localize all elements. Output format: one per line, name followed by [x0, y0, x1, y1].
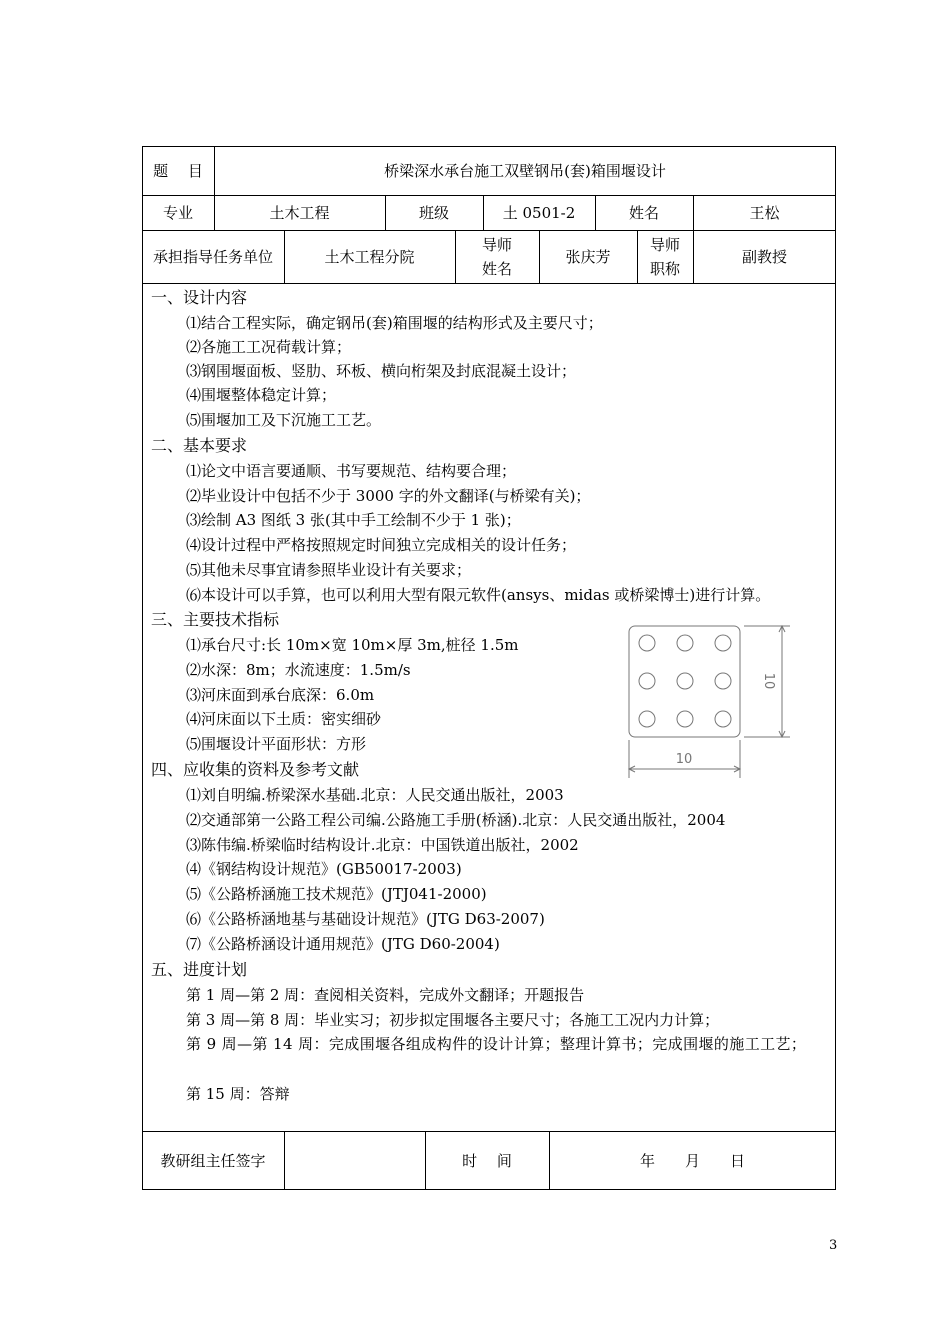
major-value: 土木工程	[269, 203, 330, 222]
section-heading-design-content: 一、设计内容	[151, 288, 248, 307]
pile-circle	[639, 635, 655, 651]
row-divider	[142, 283, 836, 284]
major-label: 专业	[162, 203, 193, 222]
pile-circle	[677, 711, 693, 727]
list-item: ⑶河床面到承台底深：6.0m	[186, 686, 375, 704]
class-label: 班级	[418, 203, 449, 222]
unit-label: 承担指导任务单位	[152, 247, 273, 266]
list-item: ⑸其他未尽事宜请参照毕业设计有关要求；	[186, 561, 472, 579]
list-item: ⑴刘自明编.桥梁深水基础.北京：人民交通出版社，2003	[186, 786, 564, 804]
name-label: 姓名	[628, 203, 659, 222]
list-item: ⑹本设计可以手算，也可以利用大型有限元软件(ansys、midas 或桥梁博士)进行计算。	[186, 586, 771, 604]
section-heading-basic-requirements: 二、基本要求	[151, 436, 248, 455]
list-item: ⑸围堰设计平面形状：方形	[186, 735, 367, 753]
pile-circle	[715, 711, 731, 727]
list-item: ⑸围堰加工及下沉施工工艺。	[186, 411, 382, 429]
title-label	[637, 230, 693, 283]
section-heading-references: 四、应收集的资料及参考文献	[151, 760, 360, 779]
pile-cap-plan-diagram	[620, 620, 800, 780]
width-dimension-label: 10	[675, 752, 693, 767]
schedule-item: 第 3 周—第 8 周：毕业实习；初步拟定围堰各主要尺寸；各施工工况内力计算；	[186, 1011, 720, 1029]
title-label-line1: 导师	[649, 235, 680, 254]
advisor-label-line1: 导师	[481, 235, 512, 254]
signature-field[interactable]	[284, 1131, 425, 1190]
list-item: ⑷设计过程中严格按照规定时间独立完成相关的设计任务；	[186, 536, 577, 554]
pile-circle	[715, 635, 731, 651]
pile-circle	[715, 673, 731, 689]
list-item: ⑶钢围堰面板、竖肋、环板、横向桁架及封底混凝土设计；	[186, 362, 577, 380]
list-item: ⑶陈伟编.桥梁临时结构设计.北京：中国铁道出版社，2002	[186, 836, 579, 854]
list-item: ⑶绘制 A3 图纸 3 张(其中手工绘制不少于 1 张)；	[186, 511, 521, 529]
schedule-item: 第 15 周：答辩	[186, 1085, 290, 1103]
list-item: ⑸《公路桥涵施工技术规范》(JTJ041-2000)	[186, 885, 487, 903]
list-item: ⑵毕业设计中包括不少于 3000 字的外文翻译(与桥梁有关)；	[186, 487, 591, 505]
pile-circle	[639, 711, 655, 727]
section-heading-schedule: 五、进度计划	[151, 960, 248, 979]
advisor-label-line2: 姓名	[481, 259, 512, 278]
date-field[interactable]: 年 月 日	[639, 1151, 745, 1170]
list-item: ⑷围堰整体稳定计算；	[186, 386, 337, 404]
list-item: ⑷《钢结构设计规范》(GB50017-2003)	[186, 860, 462, 878]
supervisor-signature-label: 教研组主任签字	[160, 1151, 266, 1170]
page-number: 3	[829, 1238, 838, 1253]
height-dimension-label: 10	[761, 672, 776, 690]
list-item: ⑷河床面以下土质：密实细砂	[186, 710, 382, 728]
schedule-item: 第 9 周—第 14 周：完成围堰各组成构件的设计计算；整理计算书；完成围堰的施工工艺；	[186, 1035, 807, 1053]
list-item: ⑺《公路桥涵设计通用规范》(JTG D60-2004)	[186, 935, 500, 953]
title-label-line2: 职称	[649, 259, 680, 278]
topic-label: 题 目	[153, 161, 203, 180]
schedule-item: 第 1 周—第 2 周：查阅相关资料，完成外文翻译；开题报告	[186, 986, 585, 1004]
title-value: 副教授	[741, 247, 787, 266]
list-item: ⑵水深：8m；水流速度：1.5m/s	[186, 661, 411, 679]
time-label: 时 间	[462, 1151, 512, 1170]
list-item: ⑴结合工程实际，确定钢吊(套)箱围堰的结构形式及主要尺寸；	[186, 314, 603, 332]
advisor-label	[455, 230, 539, 283]
pile-circle	[677, 673, 693, 689]
list-item: ⑴承台尺寸:长 10m×宽 10m×厚 3m,桩径 1.5m	[186, 636, 519, 654]
name-value: 王松	[749, 203, 780, 222]
unit-value: 土木工程分院	[324, 247, 415, 266]
list-item: ⑵各施工工况荷载计算；	[186, 338, 352, 356]
list-item: ⑹《公路桥涵地基与基础设计规范》(JTG D63-2007)	[186, 910, 545, 928]
pile-circle	[639, 673, 655, 689]
class-value: 土 0501-2	[502, 203, 576, 222]
advisor-value: 张庆芳	[565, 247, 611, 266]
section-heading-technical-indicators: 三、主要技术指标	[151, 610, 280, 629]
topic-value: 桥梁深水承台施工双壁钢吊(套)箱围堰设计	[384, 161, 666, 180]
list-item: ⑵交通部第一公路工程公司编.公路施工手册(桥涵).北京：人民交通出版社，2004	[186, 811, 726, 829]
pile-circle	[677, 635, 693, 651]
list-item: ⑴论文中语言要通顺、书写要规范、结构要合理；	[186, 462, 517, 480]
pile-cap-outline	[629, 626, 740, 737]
